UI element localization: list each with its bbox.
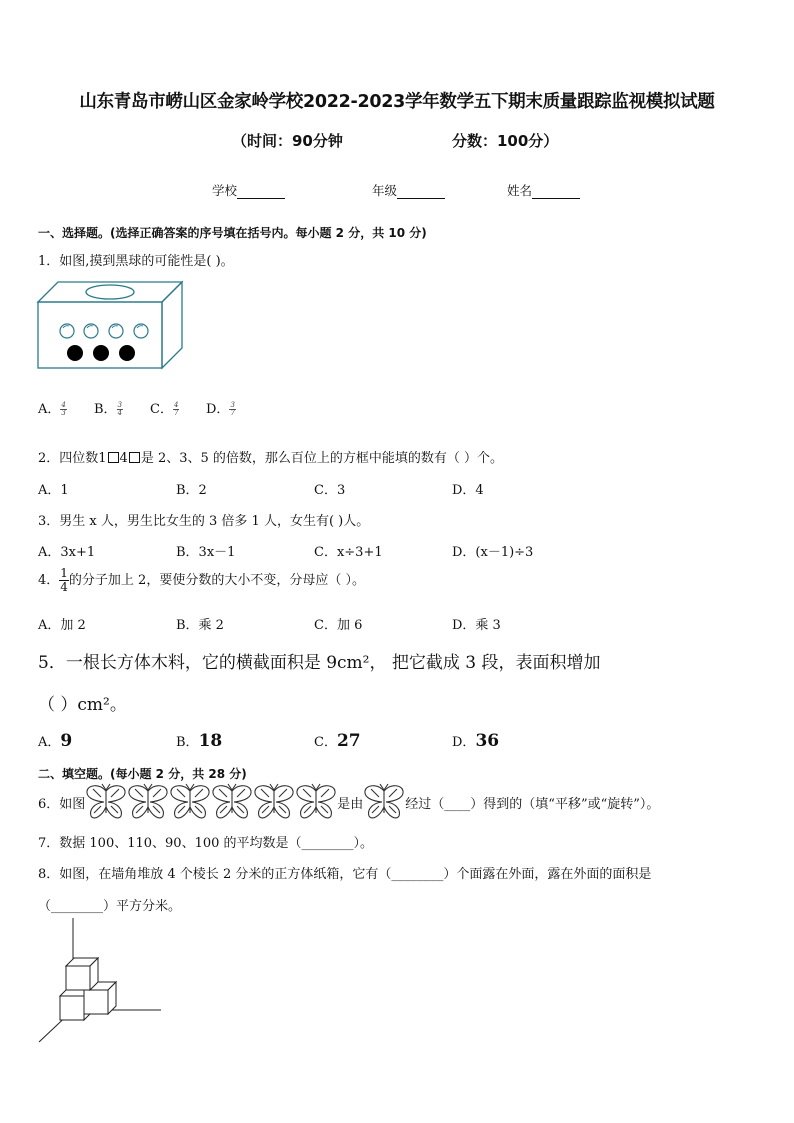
q2-option-d[interactable]: D．4 xyxy=(452,483,484,498)
q5-option-c[interactable]: C．27 xyxy=(314,731,361,751)
q3-text: 3．男生 x 人，男生比女生的 3 倍多 1 人，女生有( )人。 xyxy=(38,514,370,529)
grade-blank[interactable] xyxy=(397,185,445,199)
q1-option-c[interactable]: C． $\frac{4}{7}$ xyxy=(150,401,179,417)
q8-text-line1: 8．如图，在墙角堆放 4 个棱长 2 分米的正方体纸箱，它有（________）个面露在外面，露在外面的面积是 xyxy=(38,867,652,882)
name-field xyxy=(507,181,580,199)
box-blank-icon xyxy=(129,452,140,463)
school-label: 学校 xyxy=(212,183,238,198)
q4-option-d[interactable]: D．乘 3 xyxy=(452,618,501,633)
q4-text: 4． $\frac{1}{4}$ 的分子加上 2，要使分数的大小不变，分母应（ ）。 xyxy=(38,566,365,594)
q4-option-c[interactable]: C．加 6 xyxy=(314,618,363,633)
exam-time: （时间：90分钟 xyxy=(232,132,343,150)
q5-text-line2: （ ）cm²。 xyxy=(38,695,127,715)
ball-box-figure xyxy=(36,280,186,372)
butterfly-icon xyxy=(295,783,337,821)
q4-option-b[interactable]: B．乘 2 xyxy=(176,618,224,633)
name-label: 姓名 xyxy=(507,183,533,198)
q5-text-line1: 5．一根长方体木料，它的横截面积是 9cm²， 把它截成 3 段，表面积增加 xyxy=(38,653,601,673)
q2-option-c[interactable]: C．3 xyxy=(314,483,346,498)
q5-option-b[interactable]: B．18 xyxy=(176,731,223,751)
q5-option-d[interactable]: D．36 xyxy=(452,731,500,751)
section2-heading: 二、填空题。(每小题 2 分，共 28 分) xyxy=(38,767,247,781)
q2-option-a[interactable]: A．1 xyxy=(38,483,69,498)
butterfly-icon xyxy=(85,783,127,821)
q1-option-d[interactable]: D． $\frac{3}{7}$ xyxy=(206,401,235,417)
school-blank[interactable] xyxy=(237,185,285,199)
butterfly-icon xyxy=(127,783,169,821)
q4-option-a[interactable]: A．加 2 xyxy=(38,618,86,633)
q1-text: 1．如图,摸到黑球的可能性是( )。 xyxy=(38,254,234,269)
q5-option-a[interactable]: A．9 xyxy=(38,731,73,751)
butterfly-icon xyxy=(169,783,211,821)
q3-option-b[interactable]: B．3x－1 xyxy=(176,545,236,560)
section1-heading: 一、选择题。(选择正确答案的序号填在括号内。每小题 2 分，共 10 分) xyxy=(38,226,427,240)
q1-option-b[interactable]: B． $\frac{3}{4}$ xyxy=(94,401,123,417)
grade-field xyxy=(372,181,445,199)
school-field xyxy=(212,181,285,199)
butterfly-icon xyxy=(211,783,253,821)
q2-text: 2．四位数1 4 是 2、3、5 的倍数，那么百位上的方框中能填的数有（ ）个。 xyxy=(38,451,504,466)
q1-option-a[interactable]: A． $\frac{4}{3}$ xyxy=(38,401,66,417)
q3-option-a[interactable]: A．3x+1 xyxy=(38,545,96,560)
grade-label: 年级 xyxy=(372,183,398,198)
butterfly-row xyxy=(85,783,337,821)
q3-option-d[interactable]: D．(x－1)÷3 xyxy=(452,545,534,560)
q7-text: 7．数据 100、110、90、100 的平均数是（________）。 xyxy=(38,836,374,851)
exam-score: 分数：100分） xyxy=(452,132,559,150)
q2-option-b[interactable]: B．2 xyxy=(176,483,207,498)
q8-text-line2: （________）平方分米。 xyxy=(38,899,182,914)
box-blank-icon xyxy=(108,452,119,463)
butterfly-icon xyxy=(253,783,295,821)
butterfly-icon xyxy=(363,783,405,821)
q3-option-c[interactable]: C．x÷3+1 xyxy=(314,545,383,560)
corner-cubes-figure xyxy=(36,916,166,1046)
name-blank[interactable] xyxy=(532,185,580,199)
exam-title: 山东青岛市崂山区金家岭学校2022-2023学年数学五下期末质量跟踪监视模拟试题 xyxy=(79,92,715,112)
q6-text: 6．如图 是由 经过（____）得到的（填“平移”或“旋转”）。 xyxy=(38,783,659,821)
